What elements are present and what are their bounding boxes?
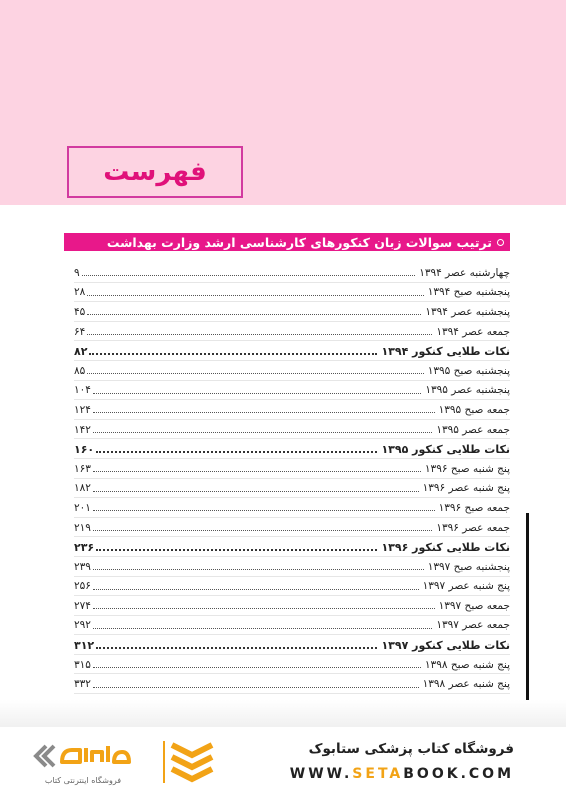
- store-url[interactable]: [290, 766, 514, 782]
- dot-leader: [96, 647, 377, 649]
- toc-row[interactable]: [74, 420, 510, 440]
- toc-row[interactable]: [74, 361, 510, 381]
- toc-page-number: ۴۵: [74, 305, 86, 318]
- section-title: ترتیب سوالات زبان کنکورهای کارشناسی ارشد وزارت بهداشت: [106, 234, 492, 250]
- dot-leader: [93, 569, 424, 570]
- store-name: فروشگاه کتاب پزشکی ستابوک: [308, 741, 514, 757]
- toc-page-number: ۹: [74, 266, 80, 279]
- toc-row[interactable]: [74, 674, 510, 694]
- toc-row[interactable]: [74, 557, 510, 577]
- dot-leader: [89, 353, 377, 355]
- dot-leader: [87, 334, 432, 335]
- toc-entry-title: نکات طلایی کنکور ۱۳۹۷: [381, 638, 510, 652]
- toc-entry-title: جمعه صبح ۱۳۹۶: [438, 501, 510, 514]
- toc-entry-title: پنجشنبه عصر ۱۳۹۴: [425, 305, 510, 318]
- dot-leader: [82, 275, 416, 276]
- toc-row[interactable]: [74, 283, 510, 303]
- toc-page-number: ۲۳۶: [74, 540, 95, 554]
- toc-row[interactable]: [74, 341, 510, 361]
- toc-page-number: ۲۹۲: [74, 619, 91, 632]
- toc-page-number: ۱۶۳: [74, 462, 91, 475]
- toc-entry-title: جمعه عصر ۱۳۹۷: [436, 619, 510, 632]
- toc-page-number: ۳۱۲: [74, 638, 95, 652]
- toc-entry-title: جمعه عصر ۱۳۹۵: [436, 423, 510, 436]
- toc-page-number: ۶۴: [74, 325, 86, 338]
- dot-leader: [93, 471, 421, 472]
- page-title: فهرست: [103, 157, 207, 187]
- toc-page-number: ۲۰۱: [74, 501, 91, 514]
- toc-row[interactable]: [74, 439, 510, 459]
- toc-entry-title: پنجشنبه صبح ۱۳۹۴: [427, 286, 510, 299]
- dot-leader: [96, 451, 377, 453]
- section-header: [64, 233, 510, 251]
- dot-leader: [93, 510, 435, 511]
- toc-row[interactable]: [74, 596, 510, 616]
- dot-leader: [87, 295, 423, 296]
- toc-page-number: ۱۴۲: [74, 423, 91, 436]
- toc-row[interactable]: [74, 498, 510, 518]
- toc-entry-title: چهارشنبه عصر ۱۳۹۴: [419, 266, 510, 279]
- toc-page-number: ۱۶۰: [74, 442, 95, 456]
- toc-page-number: ۳۱۵: [74, 658, 91, 671]
- toc-page-number: ۱۸۲: [74, 482, 91, 495]
- dot-leader: [96, 549, 377, 551]
- toc-page-number: ۲۸: [74, 286, 86, 299]
- toc-entry-title: جمعه عصر ۱۳۹۴: [436, 325, 510, 338]
- dot-leader: [93, 687, 419, 688]
- toc-page-number: ۸۲: [74, 344, 88, 358]
- toc-row[interactable]: [74, 322, 510, 342]
- dot-leader: [93, 628, 432, 629]
- toc-entry-title: جمعه صبح ۱۳۹۷: [438, 599, 510, 612]
- circle-bullet-icon: [497, 239, 504, 246]
- toc-row[interactable]: [74, 263, 510, 283]
- dot-leader: [93, 393, 421, 394]
- dot-leader: [93, 608, 435, 609]
- toc-entry-title: پنجشنبه عصر ۱۳۹۵: [425, 384, 510, 397]
- side-rule: [526, 513, 529, 725]
- toc-page-number: ۲۵۶: [74, 580, 91, 593]
- toc-row[interactable]: [74, 400, 510, 420]
- toc-row[interactable]: [74, 302, 510, 322]
- toc-row[interactable]: [74, 479, 510, 499]
- toc-page-number: ۱۲۴: [74, 403, 91, 416]
- toc-page-number: ۳۳۲: [74, 678, 91, 691]
- toc-entry-title: پنج شنبه عصر ۱۳۹۶: [422, 482, 510, 495]
- logo-subtitle: فروشگاه اینترنتی کتاب: [44, 776, 122, 785]
- toc-entry-title: پنجشنبه صبح ۱۳۹۵: [427, 364, 510, 377]
- toc-entry-title: نکات طلایی کنکور ۱۳۹۵: [381, 442, 510, 456]
- toc-page-number: ۸۵: [74, 364, 86, 377]
- table-of-contents: [74, 263, 510, 733]
- url-prefix: WWW.: [289, 766, 353, 782]
- page-title-box: [67, 146, 243, 198]
- dot-leader: [93, 667, 421, 668]
- toc-row[interactable]: [74, 577, 510, 597]
- toc-row[interactable]: [74, 655, 510, 675]
- toc-entry-title: پنج شنبه صبح ۱۳۹۶: [424, 462, 510, 475]
- dot-leader: [93, 530, 432, 531]
- url-highlight: SETA: [352, 766, 404, 782]
- toc-row[interactable]: [74, 537, 510, 557]
- toc-entry-title: پنج شنبه صبح ۱۳۹۸: [424, 658, 510, 671]
- toc-row[interactable]: [74, 518, 510, 538]
- toc-page-number: ۲۷۴: [74, 599, 91, 612]
- toc-page-number: ۱۰۴: [74, 384, 91, 397]
- toc-entry-title: جمعه صبح ۱۳۹۵: [438, 403, 510, 416]
- toc-page-number: ۲۱۹: [74, 521, 91, 534]
- dot-leader: [93, 491, 419, 492]
- dot-leader: [93, 432, 432, 433]
- footer-shadow: [0, 700, 566, 730]
- toc-row[interactable]: [74, 459, 510, 479]
- toc-page-number: ۲۳۹: [74, 560, 91, 573]
- toc-row[interactable]: [74, 381, 510, 401]
- toc-entry-title: نکات طلایی کنکور ۱۳۹۶: [381, 540, 510, 554]
- toc-entry-title: پنج شنبه عصر ۱۳۹۷: [422, 580, 510, 593]
- toc-entry-title: پنجشنبه صبح ۱۳۹۷: [427, 560, 510, 573]
- toc-row[interactable]: [74, 616, 510, 636]
- url-suffix: BOOK.COM: [403, 766, 514, 782]
- dot-leader: [87, 314, 421, 315]
- dot-leader: [93, 412, 435, 413]
- dot-leader: [87, 373, 423, 374]
- dot-leader: [93, 589, 419, 590]
- toc-row[interactable]: [74, 635, 510, 655]
- chevron-brand-icon: [160, 737, 218, 787]
- toc-entry-title: جمعه عصر ۱۳۹۶: [436, 521, 510, 534]
- toc-entry-title: پنج شنبه عصر ۱۳۹۸: [422, 678, 510, 691]
- toc-entry-title: نکات طلایی کنکور ۱۳۹۴: [381, 344, 510, 358]
- setabook-logo-icon: [32, 740, 132, 772]
